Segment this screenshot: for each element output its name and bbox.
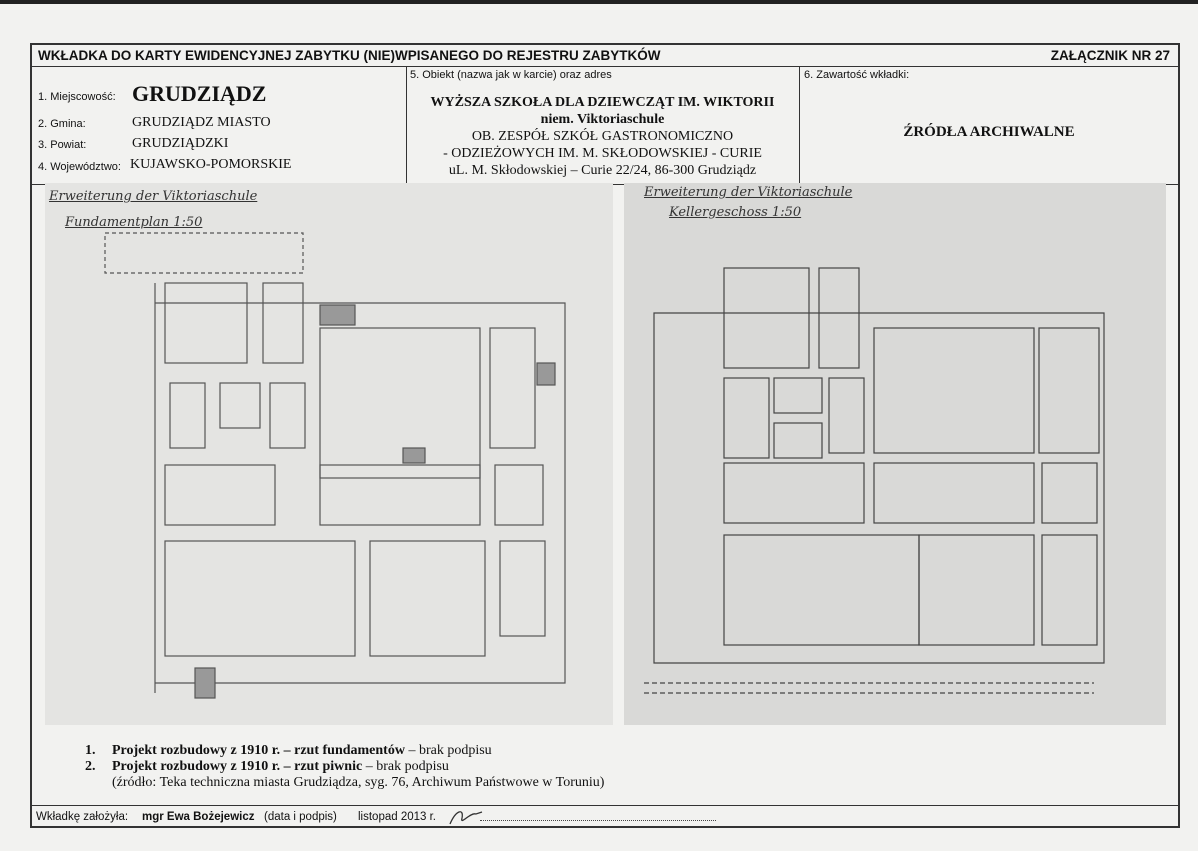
caption-title: Projekt rozbudowy z 1910 r. – rzut piwnic: [112, 759, 363, 774]
footer-author: mgr Ewa Bożejewicz: [142, 811, 255, 823]
document-header: [32, 45, 1178, 67]
scan-edge: [0, 0, 1198, 4]
foundation-plan-drawing: [45, 183, 613, 725]
wojewodztwo-label: 4. Województwo:: [38, 161, 121, 173]
contents-label: 6. Zawartość wkładki:: [804, 69, 910, 81]
plan-left-subtitle: Fundamentplan 1:50: [65, 215, 203, 230]
location-cell: [32, 66, 407, 184]
object-name: WYŻSZA SZKOŁA DLA DZIEWCZĄT IM. WIKTORII: [430, 95, 775, 110]
footer-date: listopad 2013 r.: [358, 811, 437, 823]
object-current-name-2: - ODZIEŻOWYCH IM. M. SKŁODOWSKIEJ - CURIE: [443, 146, 762, 161]
signature-icon: [446, 806, 486, 828]
caption-number: 1.: [85, 743, 96, 758]
object-label: 5. Obiekt (nazwa jak w karcie) oraz adres: [410, 69, 612, 81]
foundation-plan-image: [45, 183, 613, 725]
object-cell: [406, 66, 800, 184]
caption-item-1: [85, 743, 604, 759]
caption-note: – brak podpisu: [362, 759, 449, 774]
gmina-value: GRUDZIĄDZ MIASTO: [132, 115, 271, 130]
wojewodztwo-value: KUJAWSKO-POMORSKIE: [130, 157, 292, 172]
miejscowosc-label: 1. Miejscowość:: [38, 91, 116, 103]
plan-right-title: Erweiterung der Viktoriaschule: [644, 185, 853, 200]
caption-number: 2.: [85, 759, 96, 774]
contents-value: ŹRÓDŁA ARCHIWALNE: [903, 124, 1075, 140]
object-german-name: niem. Viktoriaschule: [540, 112, 665, 127]
captions: [85, 743, 604, 791]
basement-plan-image: [624, 183, 1166, 725]
plan-right-subtitle: Kellergeschoss 1:50: [669, 205, 802, 220]
caption-title: Projekt rozbudowy z 1910 r. – rzut fundamentów: [112, 743, 405, 758]
powiat-label: 3. Powiat:: [38, 139, 87, 151]
signature-line: [480, 820, 716, 821]
footer-prefix: Wkładkę założyła:: [36, 811, 129, 823]
footer-date-label: (data i podpis): [264, 811, 337, 823]
powiat-value: GRUDZIĄDZKI: [132, 136, 229, 151]
contents-cell: [800, 66, 1178, 184]
caption-source: (źródło: Teka techniczna miasta Grudziądza, syg. 76, Archiwum Państwowe w Toruniu): [112, 775, 605, 790]
attachment-number: ZAŁĄCZNIK NR 27: [1050, 48, 1170, 63]
object-current-name-1: OB. ZESPÓŁ SZKÓŁ GASTRONOMICZNO: [471, 129, 734, 144]
miejscowosc-value: GRUDZIĄDZ: [132, 81, 267, 106]
caption-item-2: [85, 759, 604, 775]
caption-note: – brak podpisu: [404, 743, 492, 758]
gmina-label: 2. Gmina:: [38, 118, 86, 130]
basement-plan-drawing: [624, 183, 1166, 725]
footer: [32, 805, 1178, 827]
document-title: WKŁADKA DO KARTY EWIDENCYJNEJ ZABYTKU (NIE)WPISANEGO DO REJESTRU ZABYTKÓW: [38, 48, 661, 63]
info-row: [32, 66, 1178, 185]
plan-left-title: Erweiterung der Viktoriaschule: [49, 189, 258, 204]
object-address: uL. M. Skłodowskiej – Curie 22/24, 86-300 Grudziądz: [448, 163, 757, 178]
